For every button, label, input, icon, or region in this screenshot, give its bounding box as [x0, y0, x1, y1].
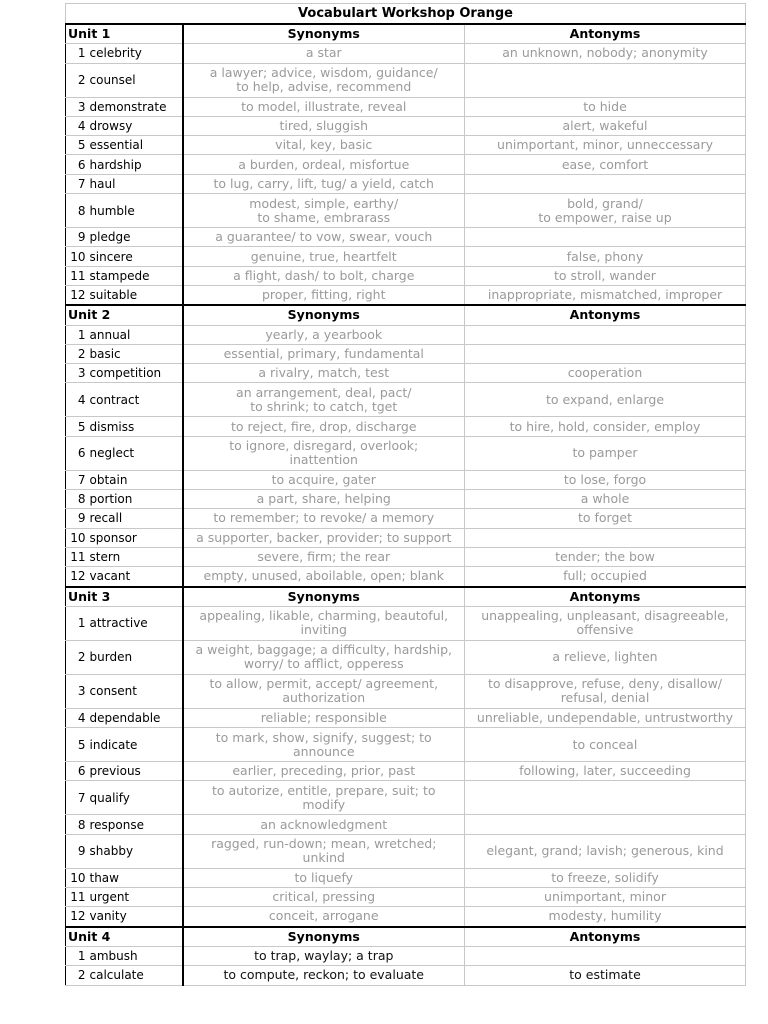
vocab-row — [66, 547, 746, 566]
vocab-word: shabby — [88, 834, 183, 868]
vocab-word: stern — [88, 547, 183, 566]
antonyms-cell: inappropriate, mismatched, improper — [465, 285, 746, 305]
vocab-row — [66, 174, 746, 193]
vocab-word: drowsy — [88, 116, 183, 135]
vocab-row — [66, 606, 746, 640]
synonyms-cell: to liquefy — [183, 868, 465, 887]
vocab-word: recall — [88, 509, 183, 528]
synonyms-cell: modest, simple, earthy/ to shame, embrarass — [183, 194, 465, 228]
word-number: 5 — [66, 136, 88, 155]
vocab-row — [66, 325, 746, 344]
vocab-row — [66, 116, 746, 135]
word-number: 4 — [66, 383, 88, 417]
synonyms-cell: to lug, carry, lift, tug/ a yield, catch — [183, 174, 465, 193]
vocab-word: essential — [88, 136, 183, 155]
synonyms-cell: proper, fitting, right — [183, 285, 465, 305]
unit-label: Unit 2 — [66, 305, 183, 325]
vocab-word: pledge — [88, 228, 183, 247]
word-number: 1 — [66, 325, 88, 344]
word-number: 12 — [66, 567, 88, 587]
antonyms-cell: to hide — [465, 97, 746, 116]
vocab-word: qualify — [88, 781, 183, 815]
word-number: 10 — [66, 247, 88, 266]
word-number: 11 — [66, 266, 88, 285]
vocab-word: thaw — [88, 868, 183, 887]
word-number: 9 — [66, 834, 88, 868]
vocab-word: humble — [88, 194, 183, 228]
synonyms-cell: to trap, waylay; a trap — [183, 946, 465, 965]
antonyms-cell: unreliable, undependable, untrustworthy — [465, 708, 746, 727]
vocab-row — [66, 966, 746, 985]
vocab-row — [66, 155, 746, 174]
antonyms-cell: unappealing, unpleasant, disagreeable, offensive — [465, 606, 746, 640]
vocab-word: dismiss — [88, 417, 183, 436]
antonyms-cell: to freeze, solidify — [465, 868, 746, 887]
vocab-row — [66, 907, 746, 927]
vocab-word: response — [88, 815, 183, 834]
antonyms-cell: unimportant, minor — [465, 888, 746, 907]
vocab-word: counsel — [88, 63, 183, 97]
antonyms-cell: to hire, hold, consider, employ — [465, 417, 746, 436]
vocab-word: basic — [88, 344, 183, 363]
antonyms-cell — [465, 228, 746, 247]
vocab-word: neglect — [88, 436, 183, 470]
synonyms-header: Synonyms — [183, 927, 465, 947]
synonyms-cell: essential, primary, fundamental — [183, 344, 465, 363]
vocab-row — [66, 888, 746, 907]
synonyms-cell: reliable; responsible — [183, 708, 465, 727]
antonyms-cell: to lose, forgo — [465, 470, 746, 489]
vocab-word: demonstrate — [88, 97, 183, 116]
vocabulary-table — [65, 3, 746, 986]
antonyms-cell: unimportant, minor, unneccessary — [465, 136, 746, 155]
sheet-title: Vocabulart Workshop Orange — [66, 4, 746, 25]
synonyms-cell: to acquire, gater — [183, 470, 465, 489]
word-number: 10 — [66, 868, 88, 887]
vocab-row — [66, 781, 746, 815]
word-number: 1 — [66, 946, 88, 965]
antonyms-cell: full; occupied — [465, 567, 746, 587]
word-number: 4 — [66, 708, 88, 727]
vocab-row — [66, 567, 746, 587]
word-number: 7 — [66, 174, 88, 193]
antonyms-cell: to expand, enlarge — [465, 383, 746, 417]
word-number: 8 — [66, 815, 88, 834]
unit-header-row — [66, 305, 746, 325]
antonyms-cell — [465, 528, 746, 547]
vocab-word: haul — [88, 174, 183, 193]
antonyms-cell — [465, 781, 746, 815]
antonyms-cell — [465, 325, 746, 344]
vocab-word: annual — [88, 325, 183, 344]
word-number: 11 — [66, 547, 88, 566]
vocab-row — [66, 344, 746, 363]
vocab-word: indicate — [88, 728, 183, 762]
vocab-word: suitable — [88, 285, 183, 305]
synonyms-cell: vital, key, basic — [183, 136, 465, 155]
antonyms-cell: bold, grand/ to empower, raise up — [465, 194, 746, 228]
antonyms-header: Antonyms — [465, 305, 746, 325]
unit-label: Unit 1 — [66, 24, 183, 44]
synonyms-cell: an acknowledgment — [183, 815, 465, 834]
synonyms-cell: to remember; to revoke/ a memory — [183, 509, 465, 528]
synonyms-cell: to autorize, entitle, prepare, suit; to modify — [183, 781, 465, 815]
word-number: 8 — [66, 194, 88, 228]
vocab-row — [66, 44, 746, 63]
synonyms-header: Synonyms — [183, 24, 465, 44]
vocab-word: calculate — [88, 966, 183, 985]
word-number: 2 — [66, 640, 88, 674]
word-number: 2 — [66, 344, 88, 363]
antonyms-cell: alert, wakeful — [465, 116, 746, 135]
vocab-row — [66, 194, 746, 228]
vocab-word: sincere — [88, 247, 183, 266]
antonyms-header: Antonyms — [465, 24, 746, 44]
antonyms-cell: ease, comfort — [465, 155, 746, 174]
word-number: 3 — [66, 364, 88, 383]
vocab-row — [66, 247, 746, 266]
antonyms-cell: modesty, humility — [465, 907, 746, 927]
word-number: 12 — [66, 285, 88, 305]
synonyms-cell: a supporter, backer, provider; to support — [183, 528, 465, 547]
synonyms-cell: a part, share, helping — [183, 490, 465, 509]
word-number: 9 — [66, 228, 88, 247]
antonyms-cell: false, phony — [465, 247, 746, 266]
word-number: 6 — [66, 155, 88, 174]
antonyms-cell: to estimate — [465, 966, 746, 985]
synonyms-cell: to reject, fire, drop, discharge — [183, 417, 465, 436]
antonyms-header: Antonyms — [465, 587, 746, 607]
vocab-row — [66, 228, 746, 247]
vocab-row — [66, 417, 746, 436]
synonyms-cell: earlier, preceding, prior, past — [183, 762, 465, 781]
vocab-word: vacant — [88, 567, 183, 587]
antonyms-cell: elegant, grand; lavish; generous, kind — [465, 834, 746, 868]
vocab-row — [66, 63, 746, 97]
synonyms-cell: conceit, arrogane — [183, 907, 465, 927]
unit-label: Unit 3 — [66, 587, 183, 607]
title-row — [66, 4, 746, 25]
vocab-row — [66, 834, 746, 868]
vocab-row — [66, 136, 746, 155]
vocab-row — [66, 868, 746, 887]
antonyms-cell: to disapprove, refuse, deny, disallow/ refusal, denial — [465, 674, 746, 708]
vocab-row — [66, 266, 746, 285]
synonyms-cell: critical, pressing — [183, 888, 465, 907]
vocab-row — [66, 490, 746, 509]
synonyms-cell: a rivalry, match, test — [183, 364, 465, 383]
word-number: 7 — [66, 470, 88, 489]
word-number: 8 — [66, 490, 88, 509]
synonyms-cell: a weight, baggage; a difficulty, hardship, worry/ to afflict, opperess — [183, 640, 465, 674]
synonyms-header: Synonyms — [183, 305, 465, 325]
vocab-word: stampede — [88, 266, 183, 285]
word-number: 11 — [66, 888, 88, 907]
vocab-word: celebrity — [88, 44, 183, 63]
antonyms-cell: to pamper — [465, 436, 746, 470]
synonyms-cell: an arrangement, deal, pact/ to shrink; to catch, tget — [183, 383, 465, 417]
vocab-row — [66, 728, 746, 762]
vocab-row — [66, 708, 746, 727]
word-number: 6 — [66, 762, 88, 781]
synonyms-cell: a lawyer; advice, wisdom, guidance/ to help, advise, recommend — [183, 63, 465, 97]
unit-label: Unit 4 — [66, 927, 183, 947]
vocab-word: burden — [88, 640, 183, 674]
vocab-row — [66, 383, 746, 417]
unit-header-row — [66, 24, 746, 44]
vocab-row — [66, 762, 746, 781]
synonyms-cell: yearly, a yearbook — [183, 325, 465, 344]
vocab-word: vanity — [88, 907, 183, 927]
synonyms-cell: to mark, show, signify, suggest; to announce — [183, 728, 465, 762]
vocab-row — [66, 674, 746, 708]
vocab-row — [66, 509, 746, 528]
vocab-row — [66, 640, 746, 674]
antonyms-cell: following, later, succeeding — [465, 762, 746, 781]
word-number: 9 — [66, 509, 88, 528]
antonyms-cell — [465, 63, 746, 97]
vocab-row — [66, 528, 746, 547]
antonyms-cell — [465, 815, 746, 834]
word-number: 1 — [66, 44, 88, 63]
antonyms-cell: tender; the bow — [465, 547, 746, 566]
vocab-row — [66, 946, 746, 965]
vocab-word: consent — [88, 674, 183, 708]
vocab-word: competition — [88, 364, 183, 383]
vocab-word: urgent — [88, 888, 183, 907]
antonyms-cell: a relieve, lighten — [465, 640, 746, 674]
antonyms-cell — [465, 174, 746, 193]
synonyms-cell: severe, firm; the rear — [183, 547, 465, 566]
vocabulary-table-body — [66, 4, 746, 986]
vocab-word: dependable — [88, 708, 183, 727]
antonyms-cell: to conceal — [465, 728, 746, 762]
antonyms-cell: cooperation — [465, 364, 746, 383]
synonyms-header: Synonyms — [183, 587, 465, 607]
word-number: 3 — [66, 97, 88, 116]
synonyms-cell: to compute, reckon; to evaluate — [183, 966, 465, 985]
word-number: 2 — [66, 966, 88, 985]
antonyms-cell — [465, 946, 746, 965]
word-number: 3 — [66, 674, 88, 708]
vocab-row — [66, 470, 746, 489]
word-number: 1 — [66, 606, 88, 640]
vocab-word: hardship — [88, 155, 183, 174]
vocab-row — [66, 285, 746, 305]
unit-header-row — [66, 587, 746, 607]
word-number: 7 — [66, 781, 88, 815]
word-number: 4 — [66, 116, 88, 135]
vocab-row — [66, 436, 746, 470]
vocab-row — [66, 364, 746, 383]
antonyms-header: Antonyms — [465, 927, 746, 947]
vocab-word: contract — [88, 383, 183, 417]
word-number: 10 — [66, 528, 88, 547]
vocab-word: ambush — [88, 946, 183, 965]
synonyms-cell: a star — [183, 44, 465, 63]
word-number: 5 — [66, 417, 88, 436]
antonyms-cell: to stroll, wander — [465, 266, 746, 285]
vocab-row — [66, 97, 746, 116]
word-number: 2 — [66, 63, 88, 97]
synonyms-cell: to allow, permit, accept/ agreement, authorization — [183, 674, 465, 708]
word-number: 6 — [66, 436, 88, 470]
vocab-word: portion — [88, 490, 183, 509]
synonyms-cell: genuine, true, heartfelt — [183, 247, 465, 266]
antonyms-cell — [465, 344, 746, 363]
vocab-word: sponsor — [88, 528, 183, 547]
word-number: 5 — [66, 728, 88, 762]
vocab-word: obtain — [88, 470, 183, 489]
unit-header-row — [66, 927, 746, 947]
antonyms-cell: an unknown, nobody; anonymity — [465, 44, 746, 63]
vocab-word: attractive — [88, 606, 183, 640]
synonyms-cell: appealing, likable, charming, beautoful, inviting — [183, 606, 465, 640]
synonyms-cell: tired, sluggish — [183, 116, 465, 135]
vocab-row — [66, 815, 746, 834]
synonyms-cell: a flight, dash/ to bolt, charge — [183, 266, 465, 285]
antonyms-cell: to forget — [465, 509, 746, 528]
synonyms-cell: ragged, run-down; mean, wretched; unkind — [183, 834, 465, 868]
synonyms-cell: empty, unused, aboilable, open; blank — [183, 567, 465, 587]
synonyms-cell: a burden, ordeal, misfortue — [183, 155, 465, 174]
synonyms-cell: a guarantee/ to vow, swear, vouch — [183, 228, 465, 247]
vocab-word: previous — [88, 762, 183, 781]
word-number: 12 — [66, 907, 88, 927]
synonyms-cell: to ignore, disregard, overlook; inattention — [183, 436, 465, 470]
synonyms-cell: to model, illustrate, reveal — [183, 97, 465, 116]
antonyms-cell: a whole — [465, 490, 746, 509]
